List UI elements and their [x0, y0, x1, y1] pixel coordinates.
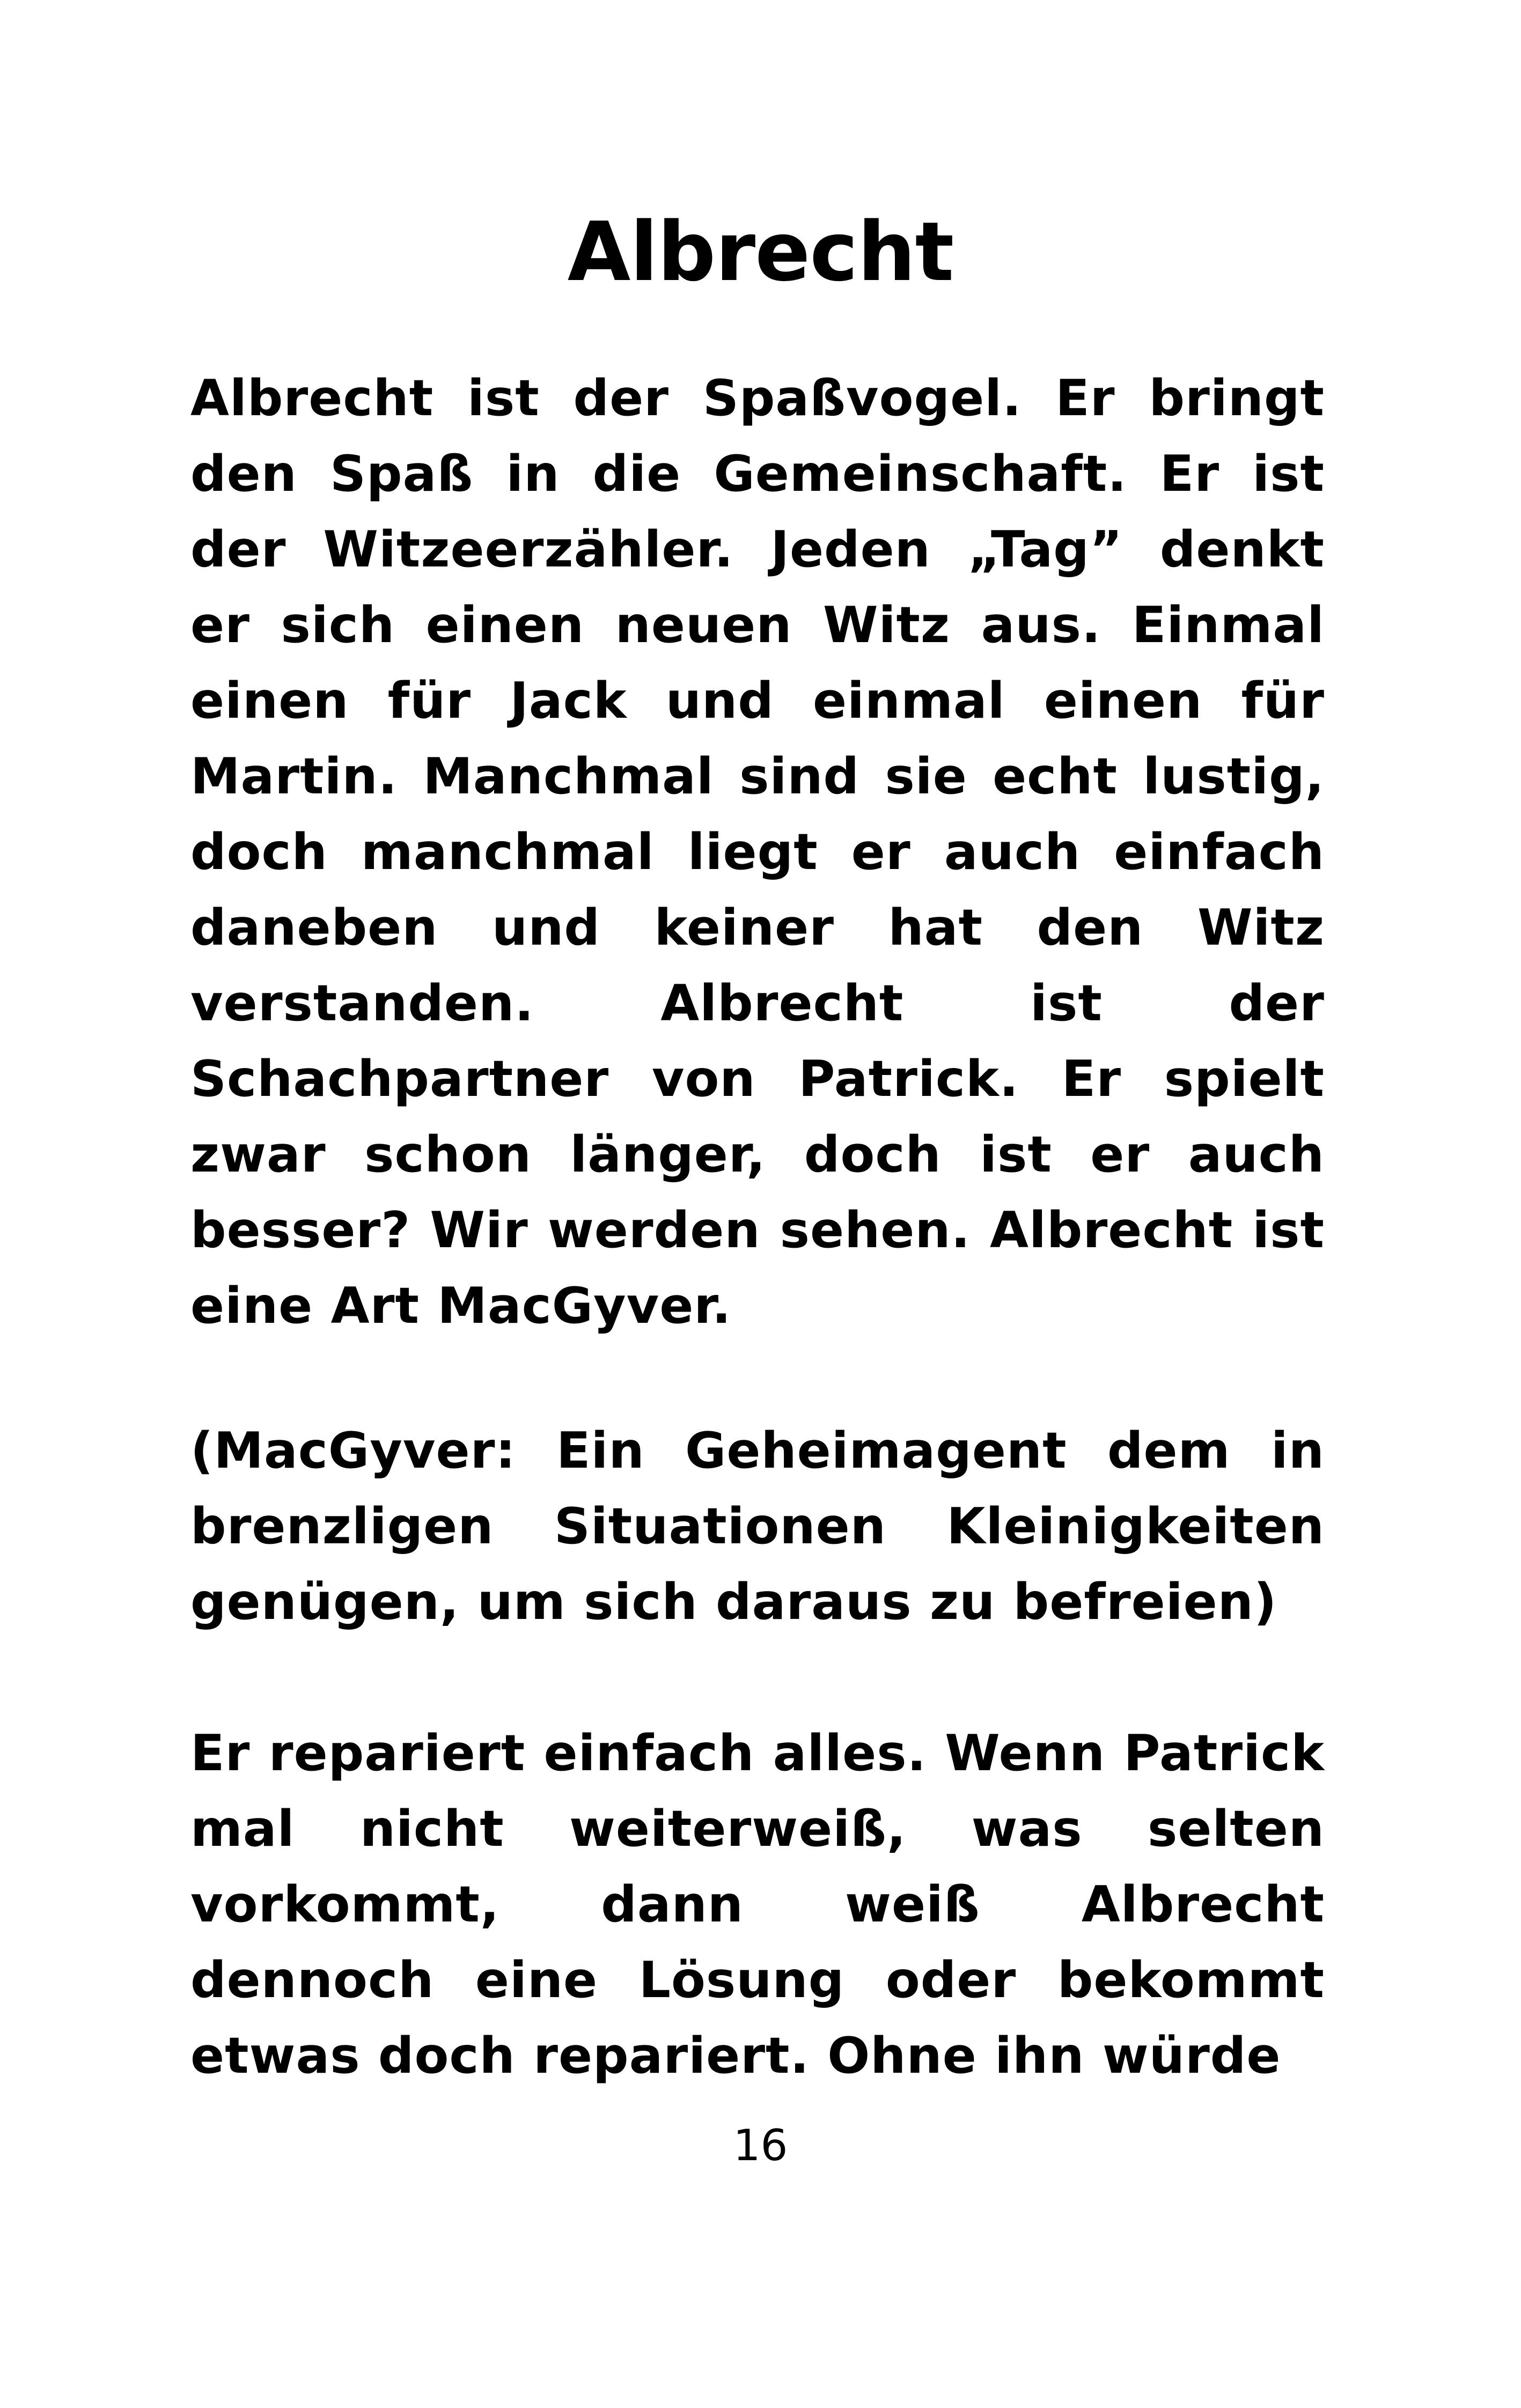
paragraph-intro: Albrecht ist der Spaßvogel. Er bringt den Spaß in die Gemeinschaft. Er ist der Witzeerzähler. Jeden „Tag” denkt er sich einen neuen Witz aus. Einmal einen für Jack und einmal einen für Martin. Manchmal sind sie echt lustig, doch manchmal liegt er auch einfach daneben und keiner hat den Witz verstanden. Albrecht ist der Schachpartner von Patrick. Er spielt zwar schon länger, doch ist er auch besser? Wir werden sehen. Albrecht ist eine Art MacGyver. [190, 369, 1325, 1335]
page-title: Albrecht [567, 204, 954, 299]
paragraph-macgyver-note: (MacGyver: Ein Geheimagent dem in brenzligen Situationen Kleinigkeiten genügen, um sich daraus zu befreien) [190, 1422, 1325, 1631]
page-number: 16 [733, 2120, 788, 2170]
paragraph-repair: Er repariert einfach alles. Wenn Patrick mal nicht weiterweiß, was selten vorkommt, dann weiß Albrecht dennoch eine Lösung oder bekommt etwas doch repariert. Ohne ihn würde [190, 1724, 1325, 2085]
